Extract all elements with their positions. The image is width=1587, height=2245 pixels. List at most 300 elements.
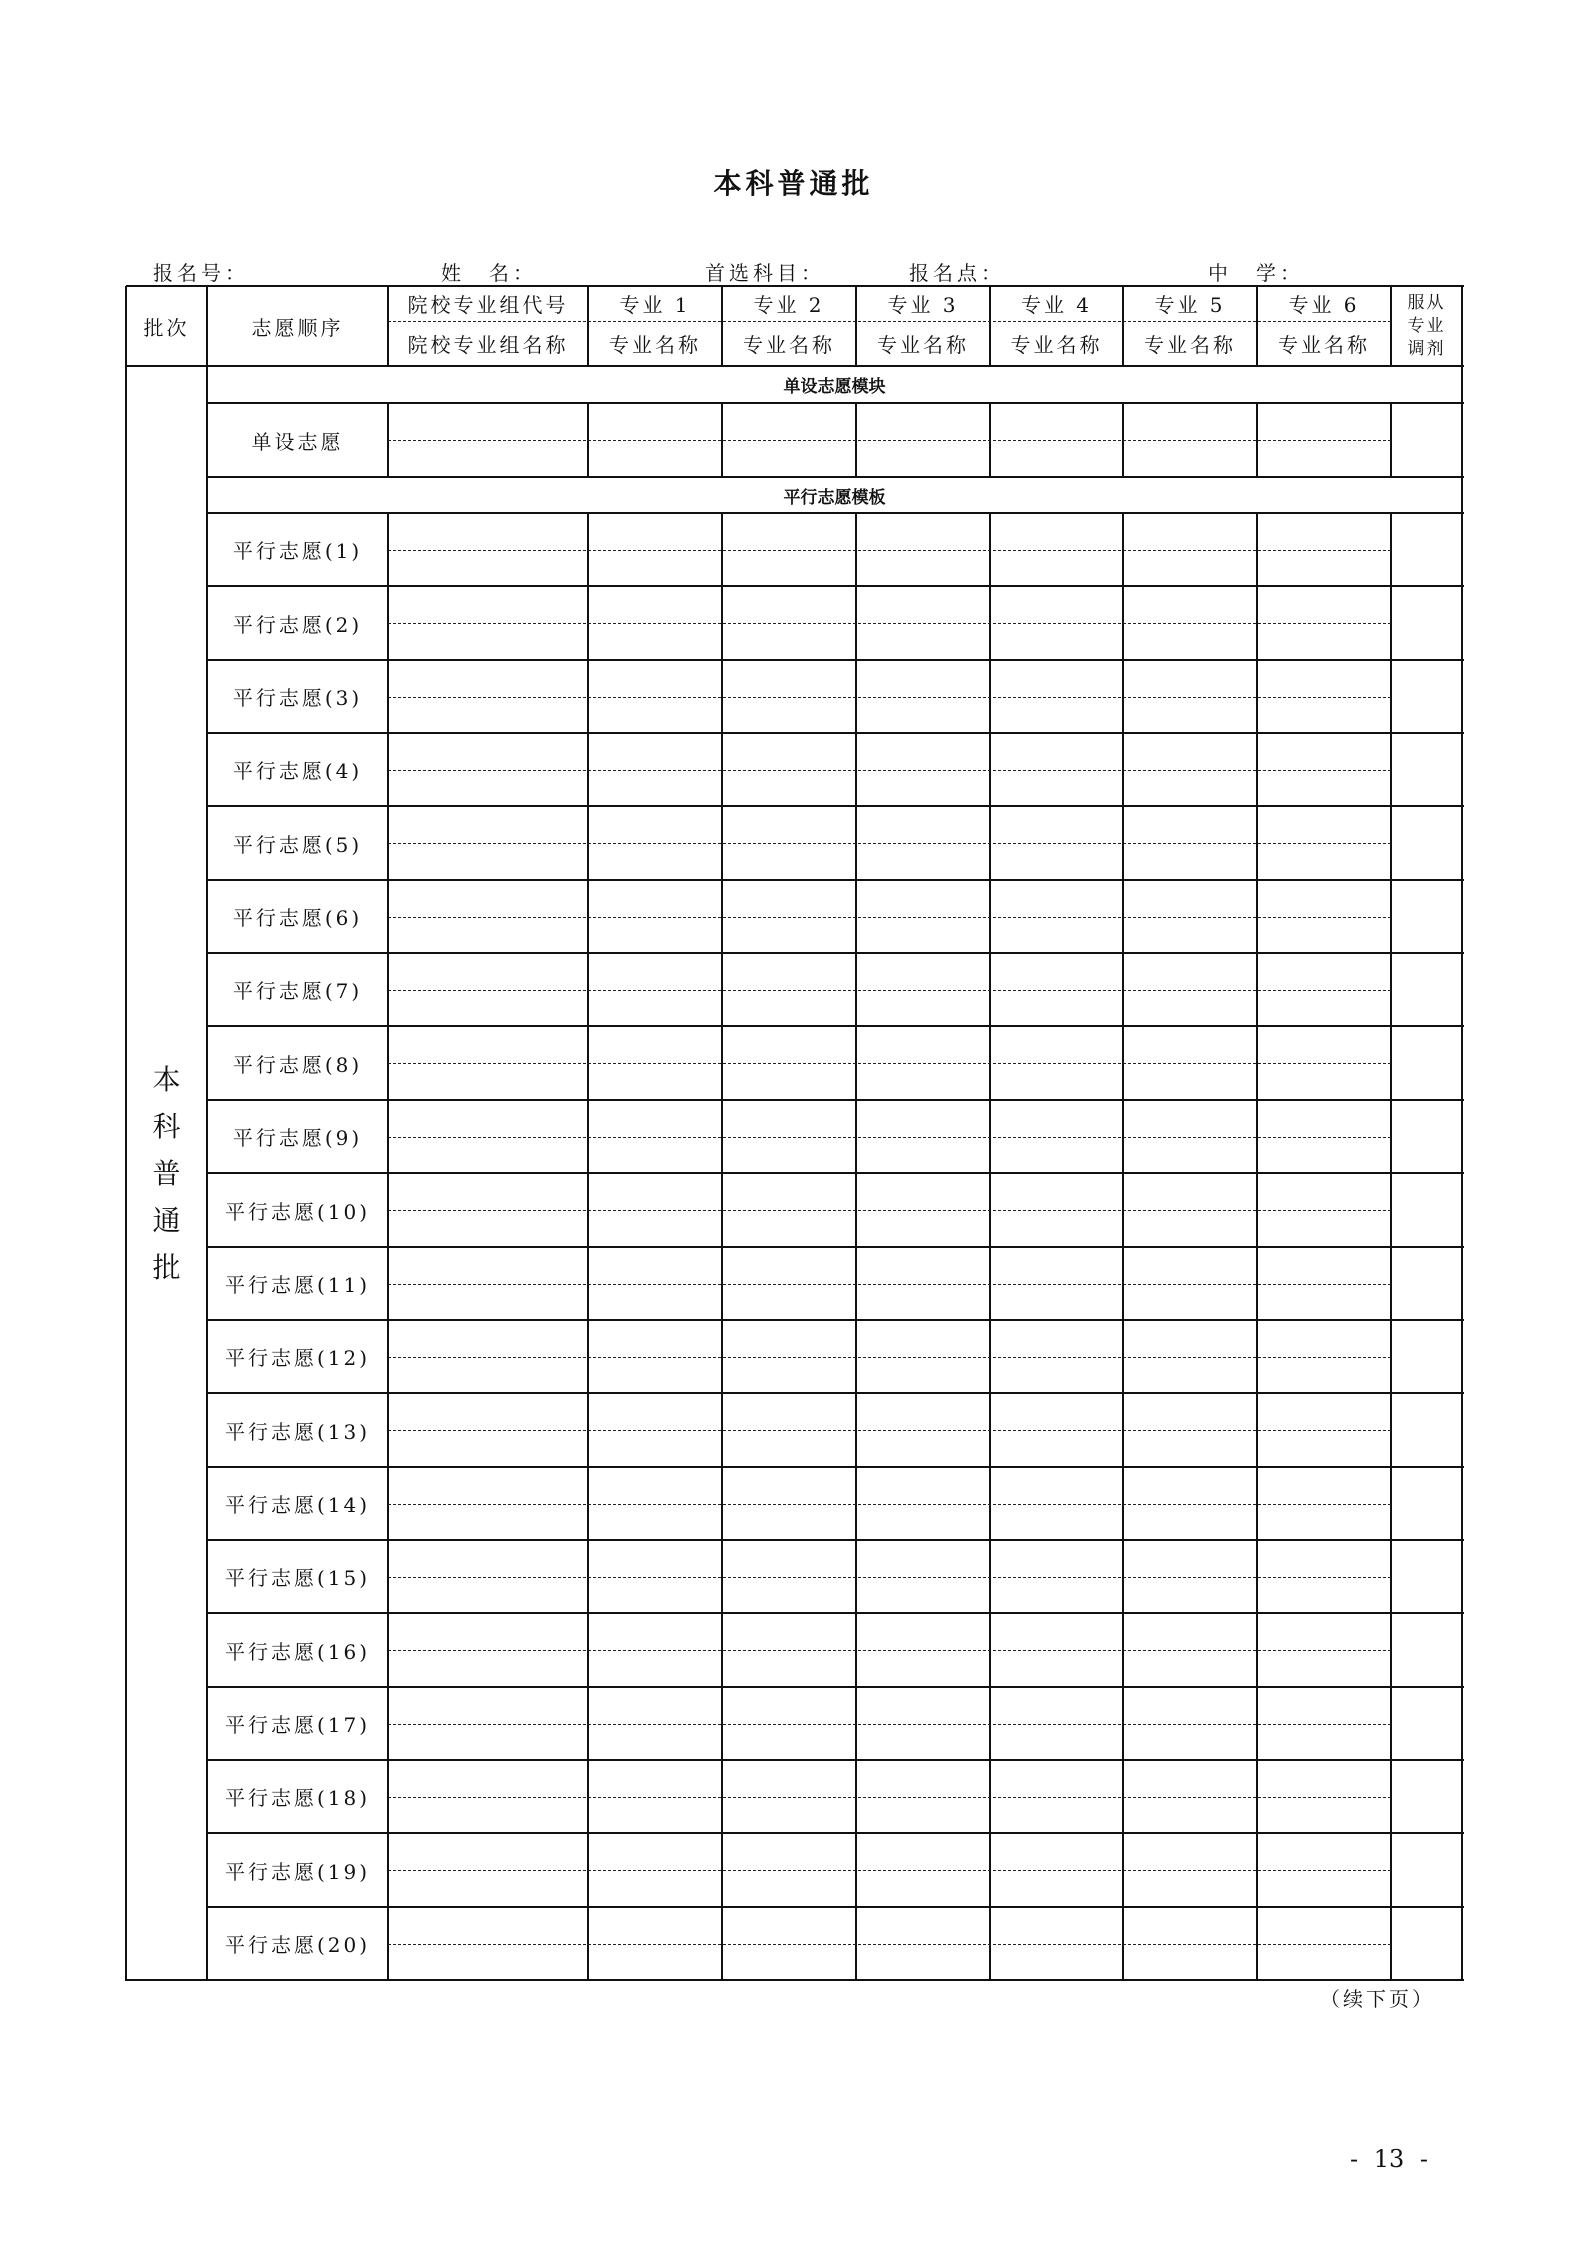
parallel-volunteer-row-8-major-2-code-input[interactable] xyxy=(724,1028,855,1062)
parallel-volunteer-row-13-major-4-code-input[interactable] xyxy=(992,1395,1122,1429)
parallel-volunteer-row-10-major-6-name-input[interactable] xyxy=(1259,1212,1390,1246)
parallel-volunteer-row-19-major-2-code-input[interactable] xyxy=(724,1835,855,1869)
parallel-volunteer-row-11-major-5-name-input[interactable] xyxy=(1125,1286,1256,1319)
parallel-volunteer-row-7-major-2-name-input[interactable] xyxy=(724,992,855,1025)
parallel-volunteer-row-17-major-4-code-input[interactable] xyxy=(992,1689,1122,1723)
parallel-volunteer-row-12-accept-adjustment-input[interactable] xyxy=(1393,1322,1461,1392)
parallel-volunteer-row-13-major-6-code-input[interactable] xyxy=(1259,1395,1390,1429)
parallel-volunteer-row-1-group-name-input[interactable] xyxy=(390,552,587,585)
parallel-volunteer-row-5-major-2-name-input[interactable] xyxy=(724,845,855,879)
parallel-volunteer-row-1-major-4-code-input[interactable] xyxy=(992,515,1122,549)
parallel-volunteer-row-3-major-1-name-input[interactable] xyxy=(590,699,721,732)
single-volunteer-row-group-name-input[interactable] xyxy=(390,442,587,476)
parallel-volunteer-row-10-major-4-code-input[interactable] xyxy=(992,1175,1122,1209)
parallel-volunteer-row-12-major-1-name-input[interactable] xyxy=(590,1359,721,1392)
parallel-volunteer-row-5-group-name-input[interactable] xyxy=(390,845,587,879)
parallel-volunteer-row-7-accept-adjustment-input[interactable] xyxy=(1393,955,1461,1025)
parallel-volunteer-row-8-major-1-name-input[interactable] xyxy=(590,1065,721,1099)
parallel-volunteer-row-10-major-4-name-input[interactable] xyxy=(992,1212,1122,1246)
parallel-volunteer-row-9-major-2-code-input[interactable] xyxy=(724,1102,855,1136)
parallel-volunteer-row-3-major-2-code-input[interactable] xyxy=(724,662,855,696)
parallel-volunteer-row-1-major-5-code-input[interactable] xyxy=(1125,515,1256,549)
parallel-volunteer-row-17-accept-adjustment-input[interactable] xyxy=(1393,1689,1461,1759)
parallel-volunteer-row-4-major-4-code-input[interactable] xyxy=(992,735,1122,769)
parallel-volunteer-row-6-major-4-code-input[interactable] xyxy=(992,882,1122,916)
parallel-volunteer-row-19-major-2-name-input[interactable] xyxy=(724,1872,855,1906)
parallel-volunteer-row-2-major-5-name-input[interactable] xyxy=(1125,625,1256,659)
parallel-volunteer-row-9-major-6-code-input[interactable] xyxy=(1259,1102,1390,1136)
parallel-volunteer-row-15-major-5-name-input[interactable] xyxy=(1125,1579,1256,1612)
parallel-volunteer-row-17-major-5-name-input[interactable] xyxy=(1125,1726,1256,1759)
parallel-volunteer-row-10-major-6-code-input[interactable] xyxy=(1259,1175,1390,1209)
parallel-volunteer-row-12-major-4-code-input[interactable] xyxy=(992,1322,1122,1356)
parallel-volunteer-row-12-major-3-name-input[interactable] xyxy=(858,1359,989,1392)
parallel-volunteer-row-9-major-2-name-input[interactable] xyxy=(724,1139,855,1172)
parallel-volunteer-row-7-major-2-code-input[interactable] xyxy=(724,955,855,989)
parallel-volunteer-row-19-major-5-code-input[interactable] xyxy=(1125,1835,1256,1869)
parallel-volunteer-row-11-major-6-code-input[interactable] xyxy=(1259,1249,1390,1283)
parallel-volunteer-row-3-major-6-code-input[interactable] xyxy=(1259,662,1390,696)
parallel-volunteer-row-17-group-code-input[interactable] xyxy=(390,1689,587,1723)
parallel-volunteer-row-5-major-5-name-input[interactable] xyxy=(1125,845,1256,879)
single-volunteer-row-accept-adjustment-input[interactable] xyxy=(1393,405,1461,476)
parallel-volunteer-row-14-accept-adjustment-input[interactable] xyxy=(1393,1469,1461,1539)
parallel-volunteer-row-15-major-6-code-input[interactable] xyxy=(1259,1542,1390,1576)
parallel-volunteer-row-16-accept-adjustment-input[interactable] xyxy=(1393,1615,1461,1686)
parallel-volunteer-row-11-major-1-code-input[interactable] xyxy=(590,1249,721,1283)
parallel-volunteer-row-18-major-1-name-input[interactable] xyxy=(590,1799,721,1832)
parallel-volunteer-row-3-major-1-code-input[interactable] xyxy=(590,662,721,696)
parallel-volunteer-row-20-major-6-name-input[interactable] xyxy=(1259,1946,1390,1979)
single-volunteer-row-major-6-name-input[interactable] xyxy=(1259,442,1390,476)
parallel-volunteer-row-6-accept-adjustment-input[interactable] xyxy=(1393,882,1461,952)
parallel-volunteer-row-4-major-1-name-input[interactable] xyxy=(590,772,721,805)
parallel-volunteer-row-15-major-5-code-input[interactable] xyxy=(1125,1542,1256,1576)
parallel-volunteer-row-9-major-5-code-input[interactable] xyxy=(1125,1102,1256,1136)
parallel-volunteer-row-15-major-4-code-input[interactable] xyxy=(992,1542,1122,1576)
parallel-volunteer-row-14-major-5-code-input[interactable] xyxy=(1125,1469,1256,1503)
parallel-volunteer-row-8-group-code-input[interactable] xyxy=(390,1028,587,1062)
parallel-volunteer-row-12-major-1-code-input[interactable] xyxy=(590,1322,721,1356)
parallel-volunteer-row-11-group-name-input[interactable] xyxy=(390,1286,587,1319)
parallel-volunteer-row-17-group-name-input[interactable] xyxy=(390,1726,587,1759)
parallel-volunteer-row-18-major-3-name-input[interactable] xyxy=(858,1799,989,1832)
parallel-volunteer-row-1-major-1-code-input[interactable] xyxy=(590,515,721,549)
parallel-volunteer-row-15-major-2-code-input[interactable] xyxy=(724,1542,855,1576)
parallel-volunteer-row-1-major-3-code-input[interactable] xyxy=(858,515,989,549)
parallel-volunteer-row-20-major-6-code-input[interactable] xyxy=(1259,1909,1390,1943)
parallel-volunteer-row-11-major-5-code-input[interactable] xyxy=(1125,1249,1256,1283)
parallel-volunteer-row-15-major-6-name-input[interactable] xyxy=(1259,1579,1390,1612)
parallel-volunteer-row-2-major-1-code-input[interactable] xyxy=(590,588,721,622)
parallel-volunteer-row-19-group-name-input[interactable] xyxy=(390,1872,587,1906)
parallel-volunteer-row-17-major-1-name-input[interactable] xyxy=(590,1726,721,1759)
parallel-volunteer-row-11-major-6-name-input[interactable] xyxy=(1259,1286,1390,1319)
parallel-volunteer-row-10-major-5-code-input[interactable] xyxy=(1125,1175,1256,1209)
parallel-volunteer-row-9-major-1-name-input[interactable] xyxy=(590,1139,721,1172)
parallel-volunteer-row-4-major-2-name-input[interactable] xyxy=(724,772,855,805)
parallel-volunteer-row-4-major-4-name-input[interactable] xyxy=(992,772,1122,805)
parallel-volunteer-row-20-major-5-name-input[interactable] xyxy=(1125,1946,1256,1979)
parallel-volunteer-row-11-major-4-code-input[interactable] xyxy=(992,1249,1122,1283)
parallel-volunteer-row-14-major-4-name-input[interactable] xyxy=(992,1506,1122,1539)
parallel-volunteer-row-12-group-code-input[interactable] xyxy=(390,1322,587,1356)
parallel-volunteer-row-10-accept-adjustment-input[interactable] xyxy=(1393,1175,1461,1246)
parallel-volunteer-row-6-major-5-name-input[interactable] xyxy=(1125,919,1256,952)
parallel-volunteer-row-13-major-5-code-input[interactable] xyxy=(1125,1395,1256,1429)
parallel-volunteer-row-14-major-5-name-input[interactable] xyxy=(1125,1506,1256,1539)
parallel-volunteer-row-16-major-1-name-input[interactable] xyxy=(590,1652,721,1686)
parallel-volunteer-row-13-group-code-input[interactable] xyxy=(390,1395,587,1429)
parallel-volunteer-row-6-major-2-name-input[interactable] xyxy=(724,919,855,952)
parallel-volunteer-row-9-major-1-code-input[interactable] xyxy=(590,1102,721,1136)
parallel-volunteer-row-20-major-3-code-input[interactable] xyxy=(858,1909,989,1943)
parallel-volunteer-row-5-group-code-input[interactable] xyxy=(390,808,587,842)
single-volunteer-row-major-6-code-input[interactable] xyxy=(1259,405,1390,439)
parallel-volunteer-row-3-group-name-input[interactable] xyxy=(390,699,587,732)
parallel-volunteer-row-19-major-4-code-input[interactable] xyxy=(992,1835,1122,1869)
parallel-volunteer-row-16-group-code-input[interactable] xyxy=(390,1615,587,1649)
parallel-volunteer-row-2-major-6-name-input[interactable] xyxy=(1259,625,1390,659)
parallel-volunteer-row-12-major-2-code-input[interactable] xyxy=(724,1322,855,1356)
parallel-volunteer-row-10-major-2-name-input[interactable] xyxy=(724,1212,855,1246)
parallel-volunteer-row-15-accept-adjustment-input[interactable] xyxy=(1393,1542,1461,1612)
parallel-volunteer-row-20-major-2-code-input[interactable] xyxy=(724,1909,855,1943)
parallel-volunteer-row-20-group-code-input[interactable] xyxy=(390,1909,587,1943)
parallel-volunteer-row-15-major-1-name-input[interactable] xyxy=(590,1579,721,1612)
parallel-volunteer-row-8-major-5-name-input[interactable] xyxy=(1125,1065,1256,1099)
parallel-volunteer-row-3-major-4-code-input[interactable] xyxy=(992,662,1122,696)
parallel-volunteer-row-15-major-4-name-input[interactable] xyxy=(992,1579,1122,1612)
parallel-volunteer-row-10-group-code-input[interactable] xyxy=(390,1175,587,1209)
parallel-volunteer-row-4-major-1-code-input[interactable] xyxy=(590,735,721,769)
parallel-volunteer-row-3-major-4-name-input[interactable] xyxy=(992,699,1122,732)
parallel-volunteer-row-8-major-4-code-input[interactable] xyxy=(992,1028,1122,1062)
parallel-volunteer-row-13-major-1-code-input[interactable] xyxy=(590,1395,721,1429)
parallel-volunteer-row-10-major-5-name-input[interactable] xyxy=(1125,1212,1256,1246)
parallel-volunteer-row-5-major-6-code-input[interactable] xyxy=(1259,808,1390,842)
parallel-volunteer-row-11-major-2-code-input[interactable] xyxy=(724,1249,855,1283)
parallel-volunteer-row-15-major-2-name-input[interactable] xyxy=(724,1579,855,1612)
parallel-volunteer-row-4-major-6-code-input[interactable] xyxy=(1259,735,1390,769)
parallel-volunteer-row-5-major-3-name-input[interactable] xyxy=(858,845,989,879)
parallel-volunteer-row-18-major-3-code-input[interactable] xyxy=(858,1762,989,1796)
parallel-volunteer-row-12-major-5-name-input[interactable] xyxy=(1125,1359,1256,1392)
parallel-volunteer-row-4-group-name-input[interactable] xyxy=(390,772,587,805)
parallel-volunteer-row-2-major-2-name-input[interactable] xyxy=(724,625,855,659)
parallel-volunteer-row-4-major-5-code-input[interactable] xyxy=(1125,735,1256,769)
parallel-volunteer-row-20-major-1-name-input[interactable] xyxy=(590,1946,721,1979)
parallel-volunteer-row-14-major-2-name-input[interactable] xyxy=(724,1506,855,1539)
parallel-volunteer-row-17-major-6-name-input[interactable] xyxy=(1259,1726,1390,1759)
parallel-volunteer-row-17-major-3-name-input[interactable] xyxy=(858,1726,989,1759)
parallel-volunteer-row-13-major-2-code-input[interactable] xyxy=(724,1395,855,1429)
parallel-volunteer-row-6-major-1-name-input[interactable] xyxy=(590,919,721,952)
parallel-volunteer-row-6-major-1-code-input[interactable] xyxy=(590,882,721,916)
parallel-volunteer-row-3-major-3-code-input[interactable] xyxy=(858,662,989,696)
parallel-volunteer-row-9-group-name-input[interactable] xyxy=(390,1139,587,1172)
parallel-volunteer-row-7-group-code-input[interactable] xyxy=(390,955,587,989)
single-volunteer-row-major-1-code-input[interactable] xyxy=(590,405,721,439)
parallel-volunteer-row-1-major-6-code-input[interactable] xyxy=(1259,515,1390,549)
parallel-volunteer-row-7-major-4-name-input[interactable] xyxy=(992,992,1122,1025)
parallel-volunteer-row-9-group-code-input[interactable] xyxy=(390,1102,587,1136)
parallel-volunteer-row-2-major-2-code-input[interactable] xyxy=(724,588,855,622)
parallel-volunteer-row-17-major-2-code-input[interactable] xyxy=(724,1689,855,1723)
parallel-volunteer-row-16-major-3-name-input[interactable] xyxy=(858,1652,989,1686)
single-volunteer-row-major-5-code-input[interactable] xyxy=(1125,405,1256,439)
parallel-volunteer-row-5-major-2-code-input[interactable] xyxy=(724,808,855,842)
parallel-volunteer-row-9-major-5-name-input[interactable] xyxy=(1125,1139,1256,1172)
parallel-volunteer-row-15-group-code-input[interactable] xyxy=(390,1542,587,1576)
parallel-volunteer-row-7-group-name-input[interactable] xyxy=(390,992,587,1025)
parallel-volunteer-row-1-major-4-name-input[interactable] xyxy=(992,552,1122,585)
parallel-volunteer-row-8-major-1-code-input[interactable] xyxy=(590,1028,721,1062)
parallel-volunteer-row-3-major-5-name-input[interactable] xyxy=(1125,699,1256,732)
single-volunteer-row-major-4-name-input[interactable] xyxy=(992,442,1122,476)
parallel-volunteer-row-7-major-3-name-input[interactable] xyxy=(858,992,989,1025)
parallel-volunteer-row-18-major-1-code-input[interactable] xyxy=(590,1762,721,1796)
parallel-volunteer-row-15-group-name-input[interactable] xyxy=(390,1579,587,1612)
parallel-volunteer-row-1-major-2-code-input[interactable] xyxy=(724,515,855,549)
parallel-volunteer-row-2-major-5-code-input[interactable] xyxy=(1125,588,1256,622)
single-volunteer-row-major-4-code-input[interactable] xyxy=(992,405,1122,439)
parallel-volunteer-row-17-major-5-code-input[interactable] xyxy=(1125,1689,1256,1723)
parallel-volunteer-row-1-group-code-input[interactable] xyxy=(390,515,587,549)
parallel-volunteer-row-15-major-3-code-input[interactable] xyxy=(858,1542,989,1576)
parallel-volunteer-row-14-major-1-name-input[interactable] xyxy=(590,1506,721,1539)
parallel-volunteer-row-1-major-5-name-input[interactable] xyxy=(1125,552,1256,585)
parallel-volunteer-row-19-accept-adjustment-input[interactable] xyxy=(1393,1835,1461,1906)
parallel-volunteer-row-11-group-code-input[interactable] xyxy=(390,1249,587,1283)
parallel-volunteer-row-19-major-3-name-input[interactable] xyxy=(858,1872,989,1906)
parallel-volunteer-row-19-major-3-code-input[interactable] xyxy=(858,1835,989,1869)
parallel-volunteer-row-9-major-3-name-input[interactable] xyxy=(858,1139,989,1172)
parallel-volunteer-row-15-major-3-name-input[interactable] xyxy=(858,1579,989,1612)
single-volunteer-row-group-code-input[interactable] xyxy=(390,405,587,439)
single-volunteer-row-major-2-code-input[interactable] xyxy=(724,405,855,439)
parallel-volunteer-row-14-major-4-code-input[interactable] xyxy=(992,1469,1122,1503)
parallel-volunteer-row-13-major-2-name-input[interactable] xyxy=(724,1432,855,1466)
parallel-volunteer-row-6-major-3-code-input[interactable] xyxy=(858,882,989,916)
parallel-volunteer-row-17-major-4-name-input[interactable] xyxy=(992,1726,1122,1759)
parallel-volunteer-row-17-major-2-name-input[interactable] xyxy=(724,1726,855,1759)
parallel-volunteer-row-8-major-2-name-input[interactable] xyxy=(724,1065,855,1099)
parallel-volunteer-row-7-major-5-code-input[interactable] xyxy=(1125,955,1256,989)
parallel-volunteer-row-16-major-2-code-input[interactable] xyxy=(724,1615,855,1649)
parallel-volunteer-row-17-major-1-code-input[interactable] xyxy=(590,1689,721,1723)
parallel-volunteer-row-14-major-3-name-input[interactable] xyxy=(858,1506,989,1539)
parallel-volunteer-row-13-major-1-name-input[interactable] xyxy=(590,1432,721,1466)
parallel-volunteer-row-4-accept-adjustment-input[interactable] xyxy=(1393,735,1461,805)
parallel-volunteer-row-5-major-1-code-input[interactable] xyxy=(590,808,721,842)
parallel-volunteer-row-18-accept-adjustment-input[interactable] xyxy=(1393,1762,1461,1832)
parallel-volunteer-row-7-major-6-code-input[interactable] xyxy=(1259,955,1390,989)
parallel-volunteer-row-14-major-6-code-input[interactable] xyxy=(1259,1469,1390,1503)
parallel-volunteer-row-4-major-6-name-input[interactable] xyxy=(1259,772,1390,805)
parallel-volunteer-row-3-major-3-name-input[interactable] xyxy=(858,699,989,732)
parallel-volunteer-row-5-major-4-code-input[interactable] xyxy=(992,808,1122,842)
parallel-volunteer-row-16-major-1-code-input[interactable] xyxy=(590,1615,721,1649)
parallel-volunteer-row-7-major-1-code-input[interactable] xyxy=(590,955,721,989)
parallel-volunteer-row-6-major-6-code-input[interactable] xyxy=(1259,882,1390,916)
parallel-volunteer-row-2-group-code-input[interactable] xyxy=(390,588,587,622)
parallel-volunteer-row-19-major-1-code-input[interactable] xyxy=(590,1835,721,1869)
parallel-volunteer-row-4-major-3-name-input[interactable] xyxy=(858,772,989,805)
single-volunteer-row-major-1-name-input[interactable] xyxy=(590,442,721,476)
parallel-volunteer-row-2-major-1-name-input[interactable] xyxy=(590,625,721,659)
parallel-volunteer-row-20-group-name-input[interactable] xyxy=(390,1946,587,1979)
parallel-volunteer-row-8-accept-adjustment-input[interactable] xyxy=(1393,1028,1461,1099)
parallel-volunteer-row-5-major-6-name-input[interactable] xyxy=(1259,845,1390,879)
parallel-volunteer-row-1-major-3-name-input[interactable] xyxy=(858,552,989,585)
parallel-volunteer-row-14-major-6-name-input[interactable] xyxy=(1259,1506,1390,1539)
parallel-volunteer-row-16-major-2-name-input[interactable] xyxy=(724,1652,855,1686)
single-volunteer-row-major-3-name-input[interactable] xyxy=(858,442,989,476)
parallel-volunteer-row-18-major-2-code-input[interactable] xyxy=(724,1762,855,1796)
parallel-volunteer-row-12-major-6-name-input[interactable] xyxy=(1259,1359,1390,1392)
parallel-volunteer-row-16-major-6-code-input[interactable] xyxy=(1259,1615,1390,1649)
single-volunteer-row-major-2-name-input[interactable] xyxy=(724,442,855,476)
parallel-volunteer-row-13-major-4-name-input[interactable] xyxy=(992,1432,1122,1466)
parallel-volunteer-row-13-accept-adjustment-input[interactable] xyxy=(1393,1395,1461,1466)
parallel-volunteer-row-16-major-4-name-input[interactable] xyxy=(992,1652,1122,1686)
parallel-volunteer-row-12-major-3-code-input[interactable] xyxy=(858,1322,989,1356)
parallel-volunteer-row-4-major-3-code-input[interactable] xyxy=(858,735,989,769)
parallel-volunteer-row-10-major-1-name-input[interactable] xyxy=(590,1212,721,1246)
parallel-volunteer-row-6-major-4-name-input[interactable] xyxy=(992,919,1122,952)
parallel-volunteer-row-6-major-5-code-input[interactable] xyxy=(1125,882,1256,916)
parallel-volunteer-row-19-major-6-name-input[interactable] xyxy=(1259,1872,1390,1906)
parallel-volunteer-row-7-major-6-name-input[interactable] xyxy=(1259,992,1390,1025)
parallel-volunteer-row-2-major-6-code-input[interactable] xyxy=(1259,588,1390,622)
parallel-volunteer-row-10-group-name-input[interactable] xyxy=(390,1212,587,1246)
parallel-volunteer-row-16-major-6-name-input[interactable] xyxy=(1259,1652,1390,1686)
parallel-volunteer-row-6-major-6-name-input[interactable] xyxy=(1259,919,1390,952)
parallel-volunteer-row-2-major-3-code-input[interactable] xyxy=(858,588,989,622)
parallel-volunteer-row-8-major-3-code-input[interactable] xyxy=(858,1028,989,1062)
parallel-volunteer-row-12-major-6-code-input[interactable] xyxy=(1259,1322,1390,1356)
parallel-volunteer-row-2-major-4-name-input[interactable] xyxy=(992,625,1122,659)
parallel-volunteer-row-19-major-6-code-input[interactable] xyxy=(1259,1835,1390,1869)
parallel-volunteer-row-14-major-1-code-input[interactable] xyxy=(590,1469,721,1503)
parallel-volunteer-row-15-major-1-code-input[interactable] xyxy=(590,1542,721,1576)
parallel-volunteer-row-13-major-3-name-input[interactable] xyxy=(858,1432,989,1466)
parallel-volunteer-row-18-group-name-input[interactable] xyxy=(390,1799,587,1832)
parallel-volunteer-row-18-major-4-code-input[interactable] xyxy=(992,1762,1122,1796)
parallel-volunteer-row-14-major-3-code-input[interactable] xyxy=(858,1469,989,1503)
parallel-volunteer-row-16-major-4-code-input[interactable] xyxy=(992,1615,1122,1649)
parallel-volunteer-row-11-major-3-code-input[interactable] xyxy=(858,1249,989,1283)
parallel-volunteer-row-5-major-4-name-input[interactable] xyxy=(992,845,1122,879)
parallel-volunteer-row-17-major-6-code-input[interactable] xyxy=(1259,1689,1390,1723)
parallel-volunteer-row-5-major-3-code-input[interactable] xyxy=(858,808,989,842)
parallel-volunteer-row-7-major-4-code-input[interactable] xyxy=(992,955,1122,989)
parallel-volunteer-row-14-group-name-input[interactable] xyxy=(390,1506,587,1539)
parallel-volunteer-row-12-major-4-name-input[interactable] xyxy=(992,1359,1122,1392)
parallel-volunteer-row-16-group-name-input[interactable] xyxy=(390,1652,587,1686)
parallel-volunteer-row-3-accept-adjustment-input[interactable] xyxy=(1393,662,1461,732)
parallel-volunteer-row-8-group-name-input[interactable] xyxy=(390,1065,587,1099)
parallel-volunteer-row-19-major-4-name-input[interactable] xyxy=(992,1872,1122,1906)
parallel-volunteer-row-5-major-5-code-input[interactable] xyxy=(1125,808,1256,842)
parallel-volunteer-row-18-major-5-name-input[interactable] xyxy=(1125,1799,1256,1832)
parallel-volunteer-row-13-major-5-name-input[interactable] xyxy=(1125,1432,1256,1466)
parallel-volunteer-row-12-major-5-code-input[interactable] xyxy=(1125,1322,1256,1356)
parallel-volunteer-row-4-group-code-input[interactable] xyxy=(390,735,587,769)
parallel-volunteer-row-16-major-5-code-input[interactable] xyxy=(1125,1615,1256,1649)
parallel-volunteer-row-13-group-name-input[interactable] xyxy=(390,1432,587,1466)
parallel-volunteer-row-9-major-4-code-input[interactable] xyxy=(992,1102,1122,1136)
parallel-volunteer-row-8-major-5-code-input[interactable] xyxy=(1125,1028,1256,1062)
parallel-volunteer-row-6-group-code-input[interactable] xyxy=(390,882,587,916)
parallel-volunteer-row-8-major-3-name-input[interactable] xyxy=(858,1065,989,1099)
parallel-volunteer-row-18-group-code-input[interactable] xyxy=(390,1762,587,1796)
parallel-volunteer-row-17-major-3-code-input[interactable] xyxy=(858,1689,989,1723)
parallel-volunteer-row-18-major-6-code-input[interactable] xyxy=(1259,1762,1390,1796)
parallel-volunteer-row-9-major-3-code-input[interactable] xyxy=(858,1102,989,1136)
parallel-volunteer-row-19-major-5-name-input[interactable] xyxy=(1125,1872,1256,1906)
parallel-volunteer-row-3-major-5-code-input[interactable] xyxy=(1125,662,1256,696)
parallel-volunteer-row-6-major-3-name-input[interactable] xyxy=(858,919,989,952)
parallel-volunteer-row-3-major-2-name-input[interactable] xyxy=(724,699,855,732)
parallel-volunteer-row-6-major-2-code-input[interactable] xyxy=(724,882,855,916)
parallel-volunteer-row-1-major-2-name-input[interactable] xyxy=(724,552,855,585)
parallel-volunteer-row-20-accept-adjustment-input[interactable] xyxy=(1393,1909,1461,1979)
parallel-volunteer-row-19-major-1-name-input[interactable] xyxy=(590,1872,721,1906)
parallel-volunteer-row-7-major-3-code-input[interactable] xyxy=(858,955,989,989)
parallel-volunteer-row-12-group-name-input[interactable] xyxy=(390,1359,587,1392)
parallel-volunteer-row-10-major-2-code-input[interactable] xyxy=(724,1175,855,1209)
parallel-volunteer-row-20-major-3-name-input[interactable] xyxy=(858,1946,989,1979)
parallel-volunteer-row-9-major-4-name-input[interactable] xyxy=(992,1139,1122,1172)
parallel-volunteer-row-1-major-6-name-input[interactable] xyxy=(1259,552,1390,585)
parallel-volunteer-row-1-major-1-name-input[interactable] xyxy=(590,552,721,585)
parallel-volunteer-row-8-major-6-name-input[interactable] xyxy=(1259,1065,1390,1099)
parallel-volunteer-row-12-major-2-name-input[interactable] xyxy=(724,1359,855,1392)
single-volunteer-row-major-3-code-input[interactable] xyxy=(858,405,989,439)
parallel-volunteer-row-11-major-4-name-input[interactable] xyxy=(992,1286,1122,1319)
parallel-volunteer-row-14-group-code-input[interactable] xyxy=(390,1469,587,1503)
parallel-volunteer-row-5-major-1-name-input[interactable] xyxy=(590,845,721,879)
parallel-volunteer-row-9-major-6-name-input[interactable] xyxy=(1259,1139,1390,1172)
parallel-volunteer-row-11-major-3-name-input[interactable] xyxy=(858,1286,989,1319)
parallel-volunteer-row-18-major-4-name-input[interactable] xyxy=(992,1799,1122,1832)
parallel-volunteer-row-19-group-code-input[interactable] xyxy=(390,1835,587,1869)
parallel-volunteer-row-9-accept-adjustment-input[interactable] xyxy=(1393,1102,1461,1172)
parallel-volunteer-row-5-accept-adjustment-input[interactable] xyxy=(1393,808,1461,879)
parallel-volunteer-row-10-major-1-code-input[interactable] xyxy=(590,1175,721,1209)
parallel-volunteer-row-10-major-3-code-input[interactable] xyxy=(858,1175,989,1209)
parallel-volunteer-row-16-major-5-name-input[interactable] xyxy=(1125,1652,1256,1686)
parallel-volunteer-row-20-major-5-code-input[interactable] xyxy=(1125,1909,1256,1943)
parallel-volunteer-row-8-major-4-name-input[interactable] xyxy=(992,1065,1122,1099)
parallel-volunteer-row-14-major-2-code-input[interactable] xyxy=(724,1469,855,1503)
parallel-volunteer-row-6-group-name-input[interactable] xyxy=(390,919,587,952)
parallel-volunteer-row-20-major-4-name-input[interactable] xyxy=(992,1946,1122,1979)
parallel-volunteer-row-13-major-6-name-input[interactable] xyxy=(1259,1432,1390,1466)
parallel-volunteer-row-11-major-1-name-input[interactable] xyxy=(590,1286,721,1319)
parallel-volunteer-row-20-major-4-code-input[interactable] xyxy=(992,1909,1122,1943)
parallel-volunteer-row-16-major-3-code-input[interactable] xyxy=(858,1615,989,1649)
single-volunteer-row-major-5-name-input[interactable] xyxy=(1125,442,1256,476)
parallel-volunteer-row-4-major-2-code-input[interactable] xyxy=(724,735,855,769)
parallel-volunteer-row-3-group-code-input[interactable] xyxy=(390,662,587,696)
parallel-volunteer-row-7-major-1-name-input[interactable] xyxy=(590,992,721,1025)
parallel-volunteer-row-2-group-name-input[interactable] xyxy=(390,625,587,659)
parallel-volunteer-row-1-accept-adjustment-input[interactable] xyxy=(1393,515,1461,585)
parallel-volunteer-row-11-accept-adjustment-input[interactable] xyxy=(1393,1249,1461,1319)
